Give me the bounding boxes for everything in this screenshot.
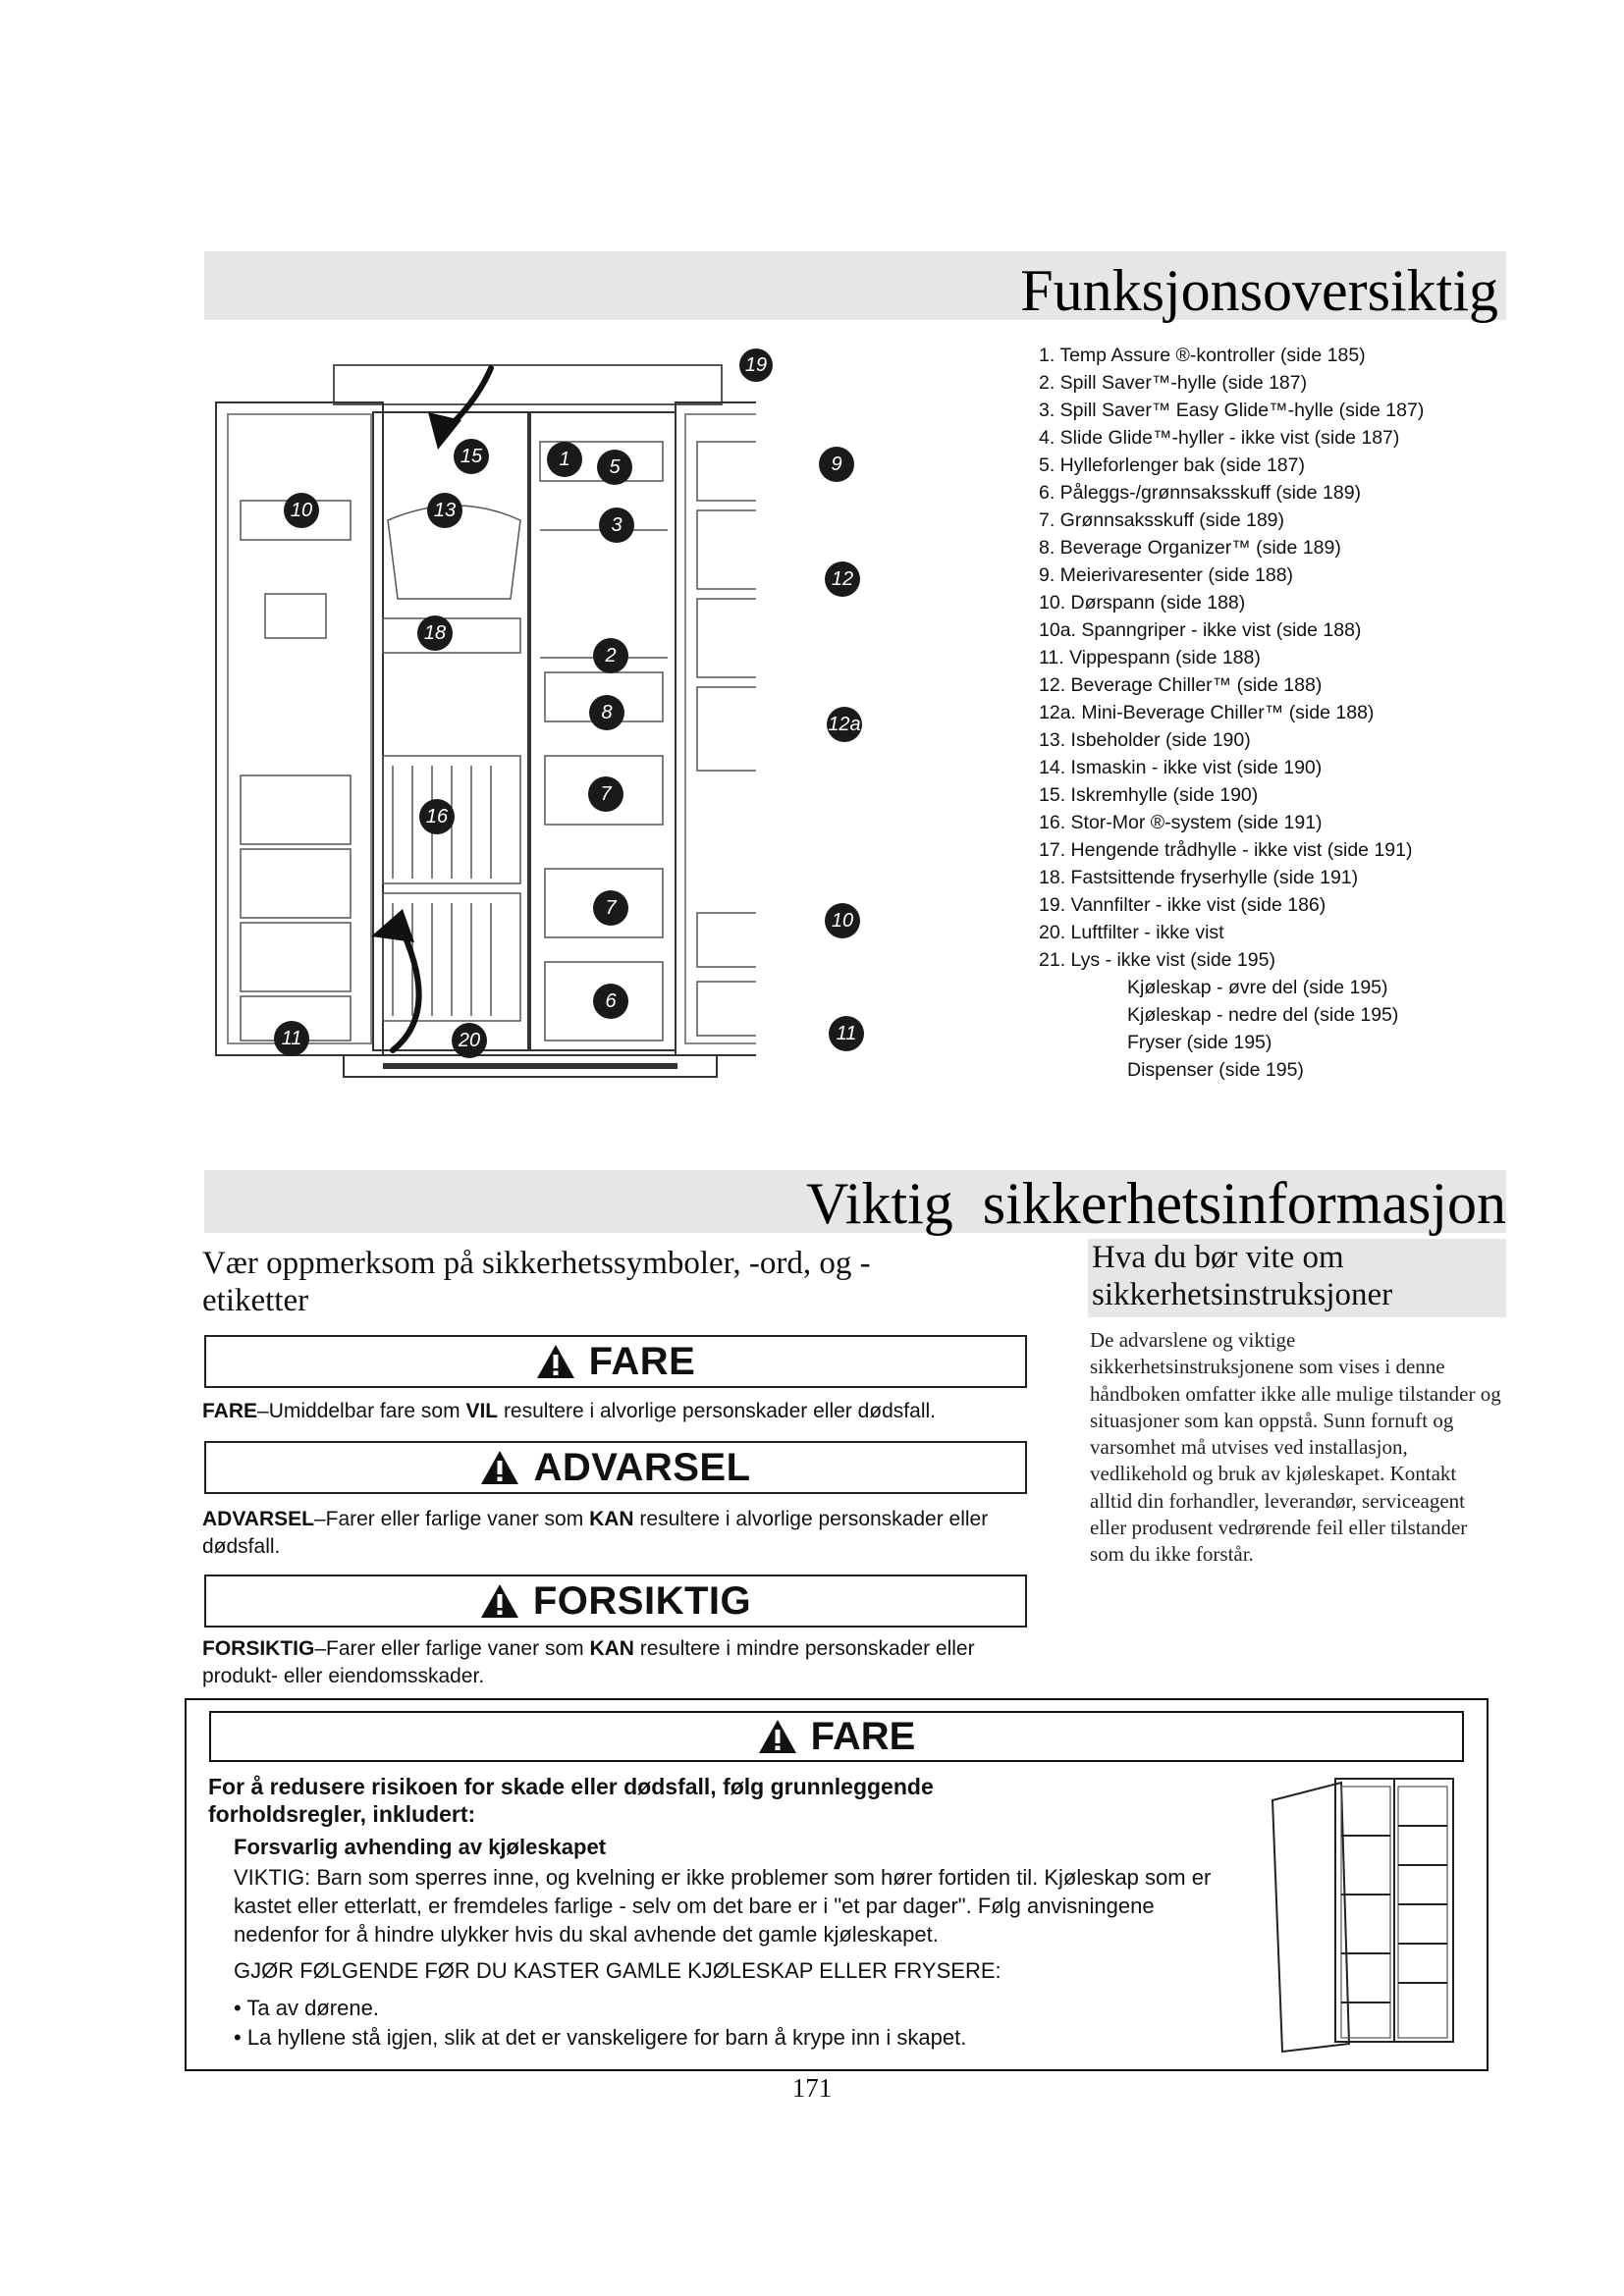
callout-11 (274, 1021, 309, 1056)
list-item: 12a. Mini-Beverage Chiller™ (side 188) (1039, 702, 1375, 723)
list-item: 15. Iskremhylle (side 190) (1039, 784, 1259, 806)
callout-15 (454, 439, 489, 474)
svg-text:6: 6 (605, 990, 617, 1012)
list-item: 2. Spill Saver™-hylle (side 187) (1039, 372, 1308, 394)
list-subitem: Kjøleskap - nedre del (side 195) (1127, 1004, 1399, 1026)
list-item: 6. Påleggs-/grønnsaksskuff (side 189) (1039, 482, 1362, 504)
bullet-item: • Ta av dørene. (234, 1996, 379, 2020)
callout-19 (739, 348, 773, 382)
callout-16 (419, 799, 455, 834)
callout-6 (593, 984, 628, 1019)
list-item: 20. Luftfilter - ikke vist (1039, 922, 1224, 943)
callout-5 (597, 450, 632, 485)
signal-description-fare: FARE–Umiddelbar fare som VIL resultere i alvorlige personskader eller dødsfall. (202, 1400, 936, 1422)
danger-intro-line1: For å redusere risikoen for skade eller dødsfall, følg grunnleggende (208, 1774, 934, 1799)
svg-text:8: 8 (601, 702, 613, 723)
safety-instructions-body: De advarslene og viktige sikkerhetsinstruksjonene som vises i denne håndboken omfatter ikke alle mulige tilstander og situasjoner som kan oppstå. Sunn fornuft og varsomhet må utvises ved installasjon, vedlikehold og bruk av kjøleskapet. Kontakt alltid din forhandler, leverandør, serviceagent eller produsent vedrørende feil eller tilstander som du ikke forstår. (1090, 1328, 1501, 1567)
disposal-subheading: Forsvarlig avhending av kjøleskapet (234, 1835, 607, 1859)
svg-text:10: 10 (290, 500, 313, 521)
signal-description-forsiktig: FORSIKTIG–Farer eller farlige vaner som KAN resultere i mindre personskader eller produkt- eller eiendomsskader. (202, 1637, 975, 1687)
list-item: 1. Temp Assure ®-kontroller (side 185) (1039, 345, 1366, 366)
svg-text:11: 11 (836, 1023, 857, 1044)
svg-text:2: 2 (605, 645, 617, 667)
svg-text:13: 13 (433, 500, 457, 521)
signal-description-advarsel: ADVARSEL–Farer eller farlige vaner som KAN resultere i alvorlige personskader eller dødsfall. (202, 1508, 989, 1558)
warning-triangle-icon (536, 1344, 575, 1379)
callout-2 (593, 638, 628, 673)
svg-text:19: 19 (744, 354, 768, 376)
list-subitem: Dispenser (side 195) (1127, 1059, 1304, 1081)
list-subitem: Kjøleskap - øvre del (side 195) (1127, 977, 1388, 998)
callout-9 (819, 447, 854, 482)
fridge-door-removed-illustration (1267, 1767, 1463, 2061)
safety-symbols-heading: Vær oppmerksom på sikkerhetssymboler, -ord, og -etiketter (202, 1246, 871, 1318)
list-item: 10a. Spanngriper - ikke vist (side 188) (1039, 619, 1362, 641)
list-item: 11. Vippespann (side 188) (1039, 647, 1261, 668)
svg-text:7: 7 (600, 783, 612, 805)
list-item: 14. Ismaskin - ikke vist (side 190) (1039, 757, 1323, 778)
svg-text:12: 12 (831, 568, 854, 590)
callout-11b (829, 1016, 864, 1051)
callout-3 (599, 507, 634, 543)
danger-header-box: FARE (209, 1711, 1464, 1762)
section-title-features: Funksjonsoversiktig (204, 251, 1506, 320)
list-subitem: Fryser (side 195) (1127, 1032, 1272, 1053)
svg-text:1: 1 (559, 449, 570, 470)
callout-20 (452, 1023, 487, 1058)
list-item: 12. Beverage Chiller™ (side 188) (1039, 674, 1323, 696)
callout-18 (417, 615, 453, 651)
parts-list (1039, 342, 1510, 1084)
warning-triangle-icon (758, 1719, 797, 1754)
callout-10 (284, 493, 319, 528)
svg-text:9: 9 (831, 454, 842, 475)
svg-text:12a: 12a (828, 714, 861, 735)
list-item: 18. Fastsittende fryserhylle (side 191) (1039, 867, 1359, 888)
caps-instruction: GJØR FØLGENDE FØR DU KASTER GAMLE KJØLESKAP ELLER FRYSERE: (234, 1958, 1001, 1983)
callout-8 (589, 695, 624, 730)
signal-box-forsiktig: FORSIKTIG (204, 1575, 1027, 1628)
svg-text:16: 16 (425, 806, 449, 828)
svg-text:20: 20 (458, 1030, 481, 1051)
svg-text:15: 15 (460, 446, 483, 467)
list-item: 10. Dørspann (side 188) (1039, 592, 1246, 614)
section-title-safety: Viktig sikkerhetsinformasjon (204, 1170, 1506, 1233)
bullet-item: • La hyllene stå igjen, slik at det er vanskeligere for barn å krype inn i skapet. (234, 2025, 967, 2050)
signal-box-fare: FARE (204, 1335, 1027, 1388)
callout-7 (588, 776, 623, 812)
list-item: 17. Hengende trådhylle - ikke vist (side 191) (1039, 839, 1413, 861)
svg-text:10: 10 (831, 910, 854, 932)
svg-text:7: 7 (605, 897, 617, 919)
callout-10b (825, 903, 860, 938)
svg-text:11: 11 (281, 1028, 302, 1049)
list-item: 3. Spill Saver™ Easy Glide™-hylle (side 187) (1039, 400, 1425, 421)
viktig-paragraph: VIKTIG: Barn som sperres inne, og kvelning er ikke problemer som hører fortiden til. Kjøleskap som er kastet eller etterlatt, er fremdeles farlige - selv om det bare er i "et par dager". Følg anvisningene nedenfor for å hindre ulykker hvis du skal avhende det gamle kjøleskapet. (234, 1865, 1212, 1947)
danger-intro-line2: forholdsregler, inkludert: (208, 1801, 476, 1827)
warning-triangle-icon (480, 1583, 519, 1619)
list-item: 19. Vannfilter - ikke vist (side 186) (1039, 894, 1326, 916)
warning-triangle-icon (480, 1450, 519, 1485)
list-item: 4. Slide Glide™-hyller - ikke vist (side 187) (1039, 427, 1400, 449)
list-item: 9. Meierivaresenter (side 188) (1039, 564, 1294, 586)
list-item: 5. Hylleforlenger bak (side 187) (1039, 454, 1305, 476)
safety-instructions-heading: Hva du bør vite om sikkerhetsinstruksjoner (1088, 1239, 1506, 1317)
callout-1 (547, 442, 582, 477)
svg-text:18: 18 (423, 622, 447, 644)
list-item: 7. Grønnsaksskuff (side 189) (1039, 509, 1284, 531)
svg-text:3: 3 (611, 514, 623, 536)
list-item: 16. Stor-Mor ®-system (side 191) (1039, 812, 1323, 833)
list-item: 21. Lys - ikke vist (side 195) (1039, 949, 1275, 971)
svg-text:5: 5 (609, 456, 621, 478)
callout-7b (593, 890, 628, 926)
page-number: 171 (791, 2073, 833, 2103)
callout-13 (427, 493, 462, 528)
callout-12a (827, 707, 862, 742)
callout-12 (825, 561, 860, 597)
list-item: 13. Isbeholder (side 190) (1039, 729, 1251, 751)
signal-box-advarsel: ADVARSEL (204, 1441, 1027, 1494)
list-item: 8. Beverage Organizer™ (side 189) (1039, 537, 1341, 559)
